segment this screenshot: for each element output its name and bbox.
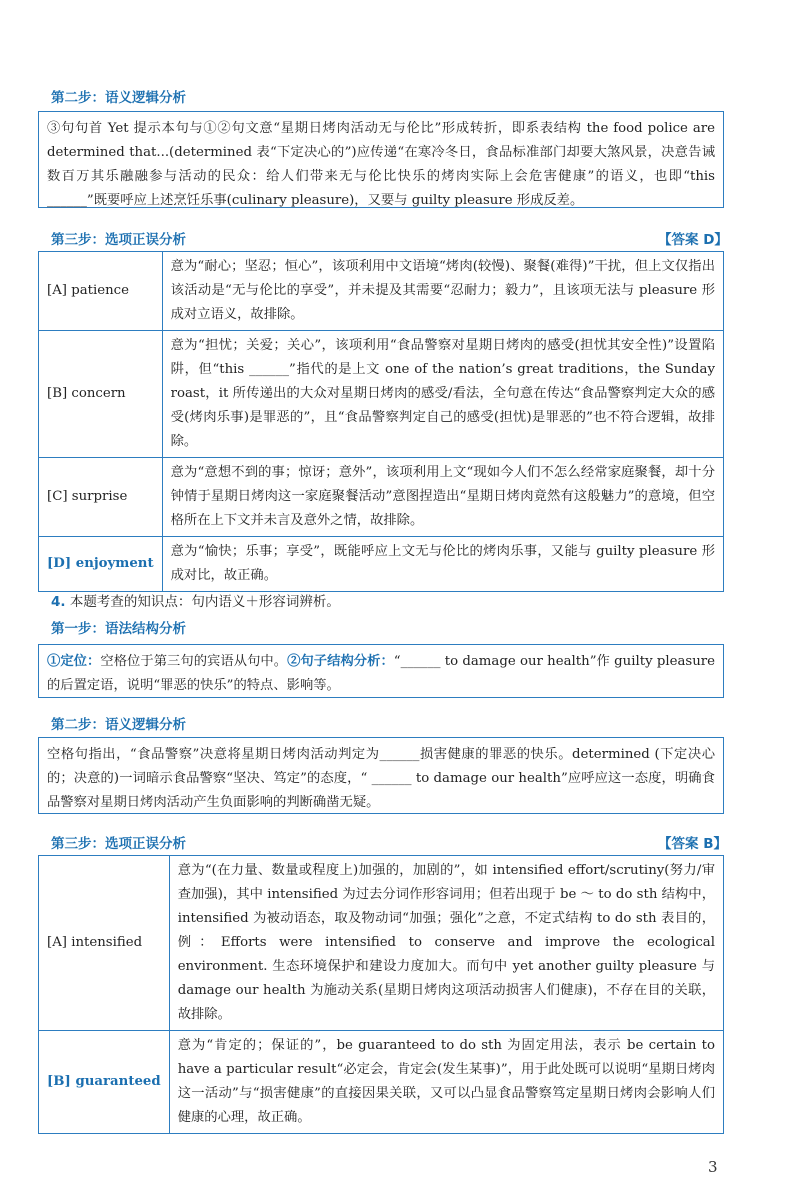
step3-heading-2: 第三步：选项正误分析 xyxy=(51,836,186,852)
semantic-analysis-box-1: ③句句首 Yet 提示本句与①②句文意“星期日烤肉活动无与伦比”形成转折，即系表结构 the food police are determined that...(determined 表“下定决心的”)应传递“在寒冷冬日，食品标准部门却要大煞风景，决意告诫数百万其乐融融参与活动的民众：给人们带来无与伦比快乐的烤肉实际上会危害健康”的语义，也即“this ______”既要呼应上述烹饪乐事(culinary pleasure)，又要与 guilty pleasure 形成反差。 xyxy=(38,111,724,208)
question-intro-text: 本题考查的知识点：句内语义＋形容词辨析。 xyxy=(69,594,340,610)
option-label: [B] concern xyxy=(39,331,163,458)
structure-label: ②句子结构分析： xyxy=(287,654,394,669)
option-row xyxy=(39,1031,724,1134)
page-number: 3 xyxy=(708,1158,718,1176)
locate-label: ①定位： xyxy=(47,654,101,669)
step1-heading-2: 第一步：语法结构分析 xyxy=(51,621,186,637)
step2-heading-2: 第二步：语义逻辑分析 xyxy=(51,717,186,733)
structure-text: “______ to damage our health”作 guilty pleasure 的后置定语，说明“罪恶的快乐”的特点、影响等。 xyxy=(47,654,716,693)
option-explanation: 意为“意想不到的事；惊讶；意外”，该项利用上文“现如今人们不怎么经常家庭聚餐，却十分钟情于星期日烤肉这一家庭聚餐活动”意图捏造出“星期日烤肉竟然有这般魅力”的意境，但空格所在上下文并未言及意外之情，故排除。 xyxy=(162,458,723,537)
option-label: [A] patience xyxy=(39,252,163,331)
answer-badge-2: 【答案 B】 xyxy=(658,836,727,852)
locate-text: 空格位于第三句的宾语从句中。 xyxy=(100,654,288,669)
option-explanation: 意为“肯定的；保证的”，be guaranteed to do sth 为固定用法，表示 be certain to have a particular result“必定会，肯定会(发生某事)”，用于此处既可以说明“星期日烤肉这一活动”与“损害健康”的直接因果关联，又可以凸显食品警察笃定星期日烤肉会影响人们健康的心理，故正确。 xyxy=(169,1031,723,1134)
option-explanation: 意为“耐心；坚忍；恒心”，该项利用中文语境“烤肉(较慢)、聚餐(难得)”干扰，但上文仅指出该活动是“无与伦比的享受”，并未提及其需要“忍耐力；毅力”，且该项无法与 pleasure 形成对立语义，故排除。 xyxy=(162,252,723,331)
step2-heading-1: 第二步：语义逻辑分析 xyxy=(51,90,186,106)
option-label: [A] intensified xyxy=(39,856,170,1031)
option-label-correct: [B] guaranteed xyxy=(39,1031,170,1134)
question-intro xyxy=(51,592,340,612)
option-explanation: 意为“(在力量、数量或程度上)加强的，加剧的”，如 intensified effort/scrutiny(努力/审查加强)，其中 intensified 为过去分词作形容词用；但若出现于 be ～ to do sth 结构中，intensified 为被动语态，取及物动词“加强；强化”之意，不定式结构 to do sth 表目的，例：Efforts were intensified to conserve and improve the ecological environment. 生态环境保护和建设力度加大。而句中 yet another guilty pleasure 与 damage our health 为施动关系(星期日烤肉这项活动损害人们健康)，不存在目的关联，故排除。 xyxy=(169,856,723,1031)
question-number: 4. xyxy=(51,594,66,610)
answer-badge-1: 【答案 D】 xyxy=(658,232,728,248)
option-explanation: 意为“担忧；关爱；关心”，该项利用“食品警察对星期日烤肉的感受(担忧其安全性)”设置陷阱，但“this ______”指代的是上文 one of the nation’s great traditions，the Sunday roast，it 所传递出的大众对星期日烤肉的感受/看法，全句意在传达“食品警察判定大众的感受(烤肉乐事)是罪恶的”，且“食品警察判定自己的感受(担忧)是罪恶的”也不符合逻辑，故排除。 xyxy=(162,331,723,458)
options-table-1 xyxy=(38,251,724,592)
option-row xyxy=(39,458,724,537)
option-label-correct: [D] enjoyment xyxy=(39,537,163,592)
option-explanation: 意为“愉快；乐事；享受”，既能呼应上文无与伦比的烤肉乐事，又能与 guilty pleasure 形成对比，故正确。 xyxy=(162,537,723,592)
options-table-2 xyxy=(38,855,724,1134)
semantic-analysis-box-2: 空格句指出，“食品警察”决意将星期日烤肉活动判定为______损害健康的罪恶的快乐。determined (下定决心的；决意的)一词暗示食品警察“坚决、笃定”的态度，“ ______ to damage our health”应呼应这一态度，明确食品警察对星期日烤肉活动产生负面影响的判断确凿无疑。 xyxy=(38,737,724,814)
option-row xyxy=(39,537,724,592)
option-row xyxy=(39,856,724,1031)
grammar-analysis-box xyxy=(38,644,724,698)
option-row xyxy=(39,252,724,331)
step3-heading-1: 第三步：选项正误分析 xyxy=(51,232,186,248)
option-label: [C] surprise xyxy=(39,458,163,537)
option-row xyxy=(39,331,724,458)
